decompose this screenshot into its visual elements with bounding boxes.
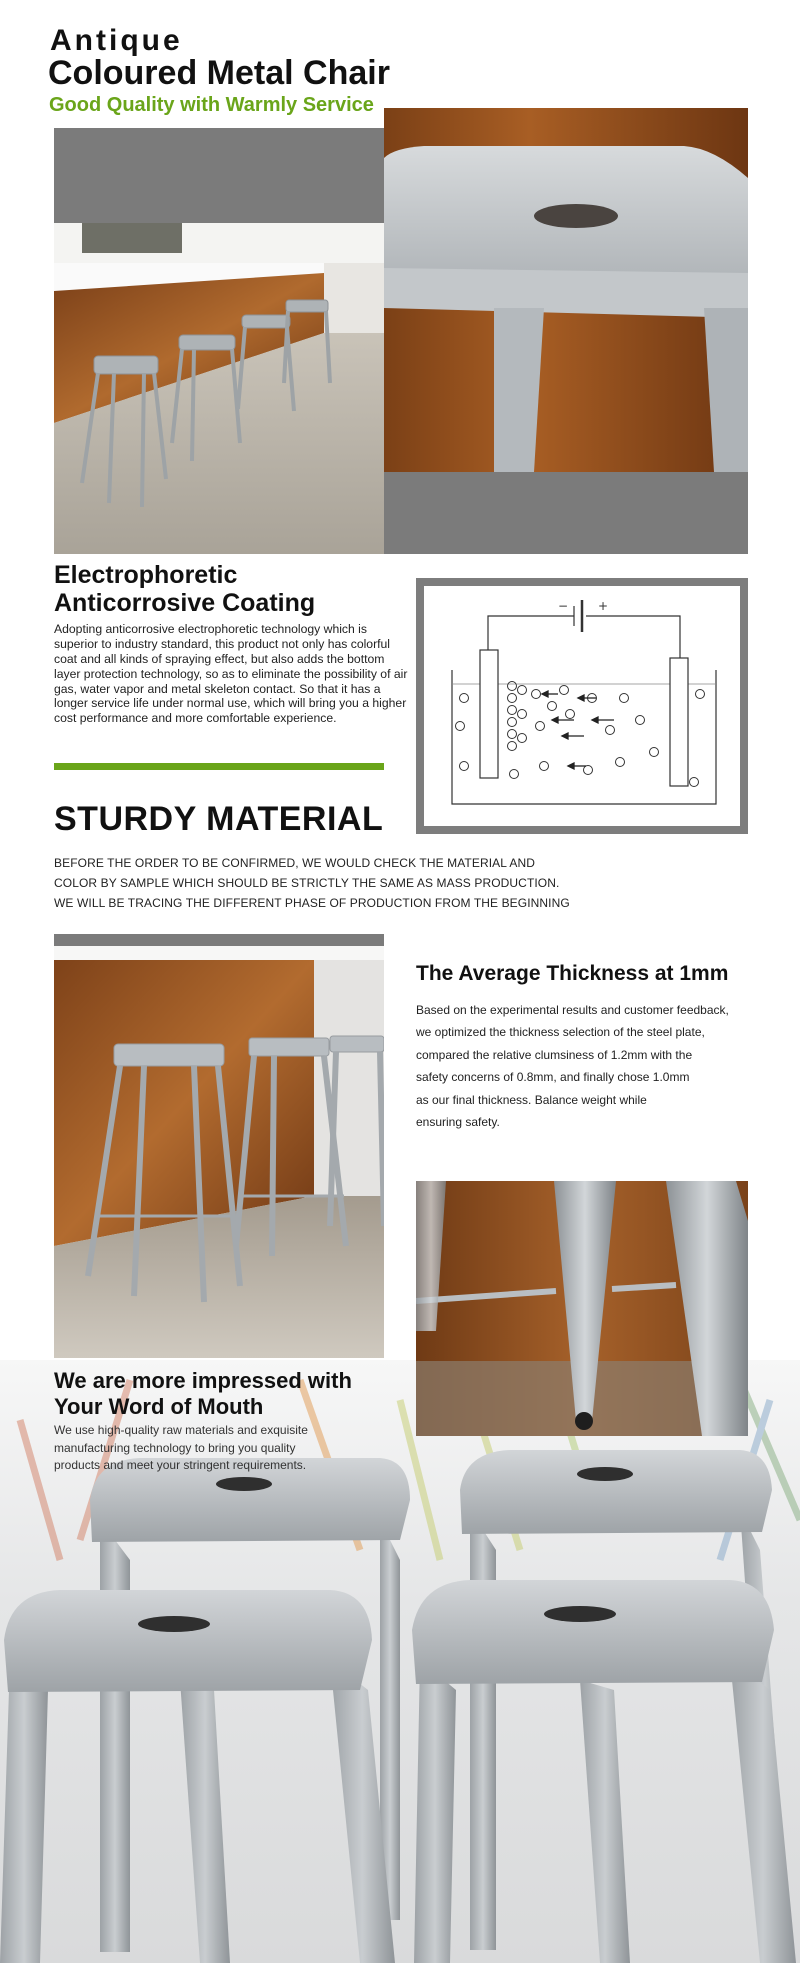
thickness-line: safety concerns of 0.8mm, and finally chose 1.0mm: [416, 1070, 690, 1085]
coating-body: Adopting anticorrosive electrophoretic technology which is superior to industry standard, this product not only has colorful coat and all kinds of spraying effect, but also adds the bottom layer protection technology, so as to eliminate the possibility of air gas, water vapor and metal skeleton contact. So that it has a longer service life under normal use, which will bring you a higher cost performance and more comfortable experience.: [54, 622, 408, 726]
sturdy-text: [54, 853, 570, 913]
mouth-body: [54, 1422, 354, 1475]
title-product: Coloured Metal Chair: [48, 54, 390, 92]
sturdy-line-1: BEFORE THE ORDER TO BE CONFIRMED, WE WOULD CHECK THE MATERIAL AND: [54, 856, 536, 870]
mouth-title-line1: We are more impressed with: [54, 1368, 352, 1393]
kitchen-stools-photo: [54, 223, 384, 554]
electrophoresis-diagram: [416, 578, 748, 834]
mouth-line: products and meet your stringent requirements.: [54, 1458, 307, 1473]
seat-closeup-photo: [384, 108, 748, 472]
diagram-plus-label: +: [598, 599, 609, 613]
mouth-line: manufacturing technology to bring you quality: [54, 1440, 296, 1455]
sturdy-line-2: COLOR BY SAMPLE WHICH SHOULD BE STRICTLY THE SAME AS MASS PRODUCTION.: [54, 876, 560, 890]
thickness-line: ensuring safety.: [416, 1115, 500, 1130]
green-divider: [54, 763, 384, 770]
coating-title-line1: Electrophoretic: [54, 561, 238, 589]
mouth-line: We use high-quality raw materials and exquisite: [54, 1423, 308, 1437]
thickness-body: [416, 999, 756, 1133]
mouth-title-line2: Your Word of Mouth: [54, 1393, 264, 1419]
thickness-line: as our final thickness. Balance weight while: [416, 1092, 647, 1107]
thickness-title: The Average Thickness at 1mm: [416, 962, 729, 985]
gray-frame-right-bottom: [384, 472, 748, 554]
thickness-line: compared the relative clumsiness of 1.2mm with the: [416, 1047, 693, 1062]
diagram-minus-label: −: [558, 599, 569, 613]
coating-title-line2: Anticorrosive Coating: [54, 588, 316, 617]
sturdy-line-3: WE WILL BE TRACING THE DIFFERENT PHASE OF PRODUCTION FROM THE BEGINNING: [54, 896, 570, 910]
thickness-line: Based on the experimental results and customer feedback,: [416, 1003, 729, 1017]
sturdy-title: STURDY MATERIAL: [54, 800, 384, 838]
title-antique: Antique: [50, 24, 183, 57]
tall-stools-photo: [54, 946, 384, 1358]
gray-frame-tall-stools: [54, 934, 384, 946]
thickness-line: we optimized the thickness selection of the steel plate,: [416, 1025, 705, 1040]
coating-title: [54, 562, 315, 617]
gray-frame-left-top: [54, 128, 384, 223]
mouth-title: [54, 1368, 352, 1419]
tagline: Good Quality with Warmly Service: [49, 94, 374, 116]
leg-closeup-photo: [416, 1181, 748, 1436]
